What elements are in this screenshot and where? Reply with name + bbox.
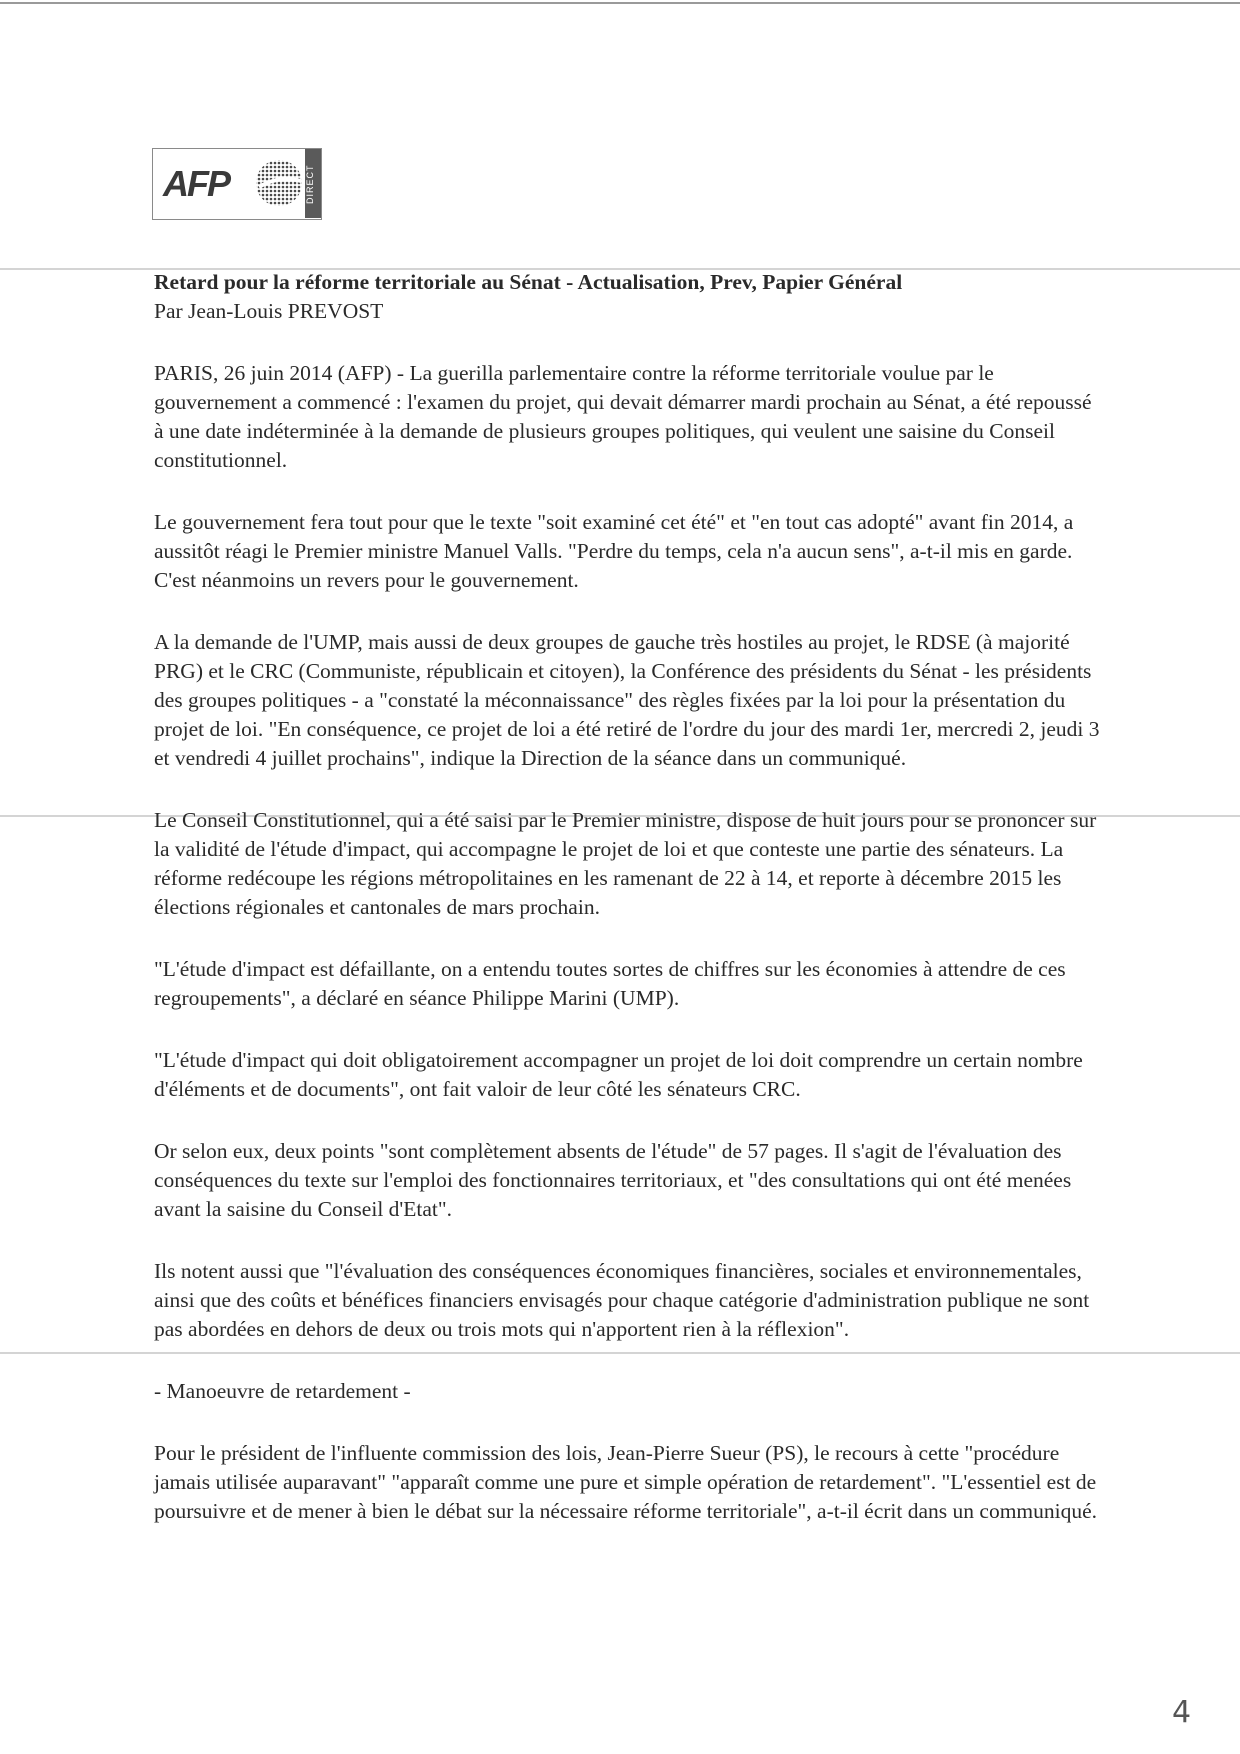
article-paragraph: Le Conseil Constitutionnel, qui a été saisi par le Premier ministre, dispose de huit jours pour se prononcer sur la validité de l'étude d'impact, qui accompagne le projet de loi et que conteste une partie des sénateurs. La réforme redécoupe les régions métropolitaines en les ramenant de 22 à 14, et reporte à décembre 2015 les élections régionales et cantonales de mars prochain.	[154, 808, 1097, 919]
section-subheading: - Manoeuvre de retardement -	[154, 1379, 411, 1403]
article-byline: Par Jean-Louis PREVOST	[154, 299, 384, 323]
direct-label: DIRECT	[305, 164, 315, 204]
afp-logo-text: AFP	[163, 163, 229, 204]
article	[154, 268, 1104, 1559]
article-paragraph: A la demande de l'UMP, mais aussi de deux groupes de gauche très hostiles au projet, le RDSE (à majorité PRG) et le CRC (Communiste, républicain et citoyen), la Conférence des présidents du Sénat - les présidents des groupes politiques - a "constaté la méconnaissance" des règles fixées par la loi pour la présentation du projet de loi. "En conséquence, ce projet de loi a été retiré de l'ordre du jour des mardi 1er, mercredi 2, jeudi 3 et vendredi 4 juillet prochains", indique la Direction de la séance dans un communiqué.	[154, 630, 1100, 770]
top-scan-edge	[0, 2, 1240, 4]
article-paragraph: Ils notent aussi que "l'évaluation des conséquences économiques financières, sociales et environnementales, ainsi que des coûts et bénéfices financiers envisagés pour chaque catégorie d'administration publique ne sont pas abordées en dehors de deux ou trois mots qui n'apportent rien à la réflexion".	[154, 1259, 1090, 1341]
article-paragraph: "L'étude d'impact est défaillante, on a entendu toutes sortes de chiffres sur les économies à attendre de ces regroupements", a déclaré en séance Philippe Marini (UMP).	[154, 957, 1066, 1010]
article-paragraph: PARIS, 26 juin 2014 (AFP) - La guerilla parlementaire contre la réforme territoriale voulue par le gouvernement a commencé : l'examen du projet, qui devait démarrer mardi prochain au Sénat, a été repoussé à une date indéterminée à la demande de plusieurs groupes politiques, qui veulent une saisine du Conseil constitutionnel.	[154, 361, 1092, 472]
page-number: 4	[1172, 1695, 1192, 1730]
article-paragraph: Pour le président de l'influente commission des lois, Jean-Pierre Sueur (PS), le recours à cette "procédure jamais utilisée auparavant" "apparaît comme une pure et simple opération de retardement". "L'essentiel est de poursuivre et de mener à bien le débat sur la nécessaire réforme territoriale", a-t-il écrit dans un communiqué.	[154, 1441, 1098, 1523]
article-paragraph: "L'étude d'impact qui doit obligatoirement accompagner un projet de loi doit comprendre un certain nombre d'éléments et de documents", ont fait valoir de leur côté les sénateurs CRC.	[154, 1048, 1083, 1101]
direct-label-band	[305, 149, 321, 218]
globe-icon	[253, 157, 305, 209]
article-paragraph: Or selon eux, deux points "sont complètement absents de l'étude" de 57 pages. Il s'agit de l'évaluation des conséquences du texte sur l'emploi des fonctionnaires territoriaux, et "des consultations qui ont été menées avant la saisine du Conseil d'Etat".	[154, 1139, 1072, 1221]
afp-direct-logo	[152, 148, 322, 220]
article-headline: Retard pour la réforme territoriale au Sénat - Actualisation, Prev, Papier Général	[154, 270, 903, 294]
article-paragraph: Le gouvernement fera tout pour que le texte "soit examiné cet été" et "en tout cas adopté" avant fin 2014, a aussitôt réagi le Premier ministre Manuel Valls. "Perdre du temps, cela n'a aucun sens", a-t-il mis en garde. C'est néanmoins un revers pour le gouvernement.	[154, 510, 1074, 592]
